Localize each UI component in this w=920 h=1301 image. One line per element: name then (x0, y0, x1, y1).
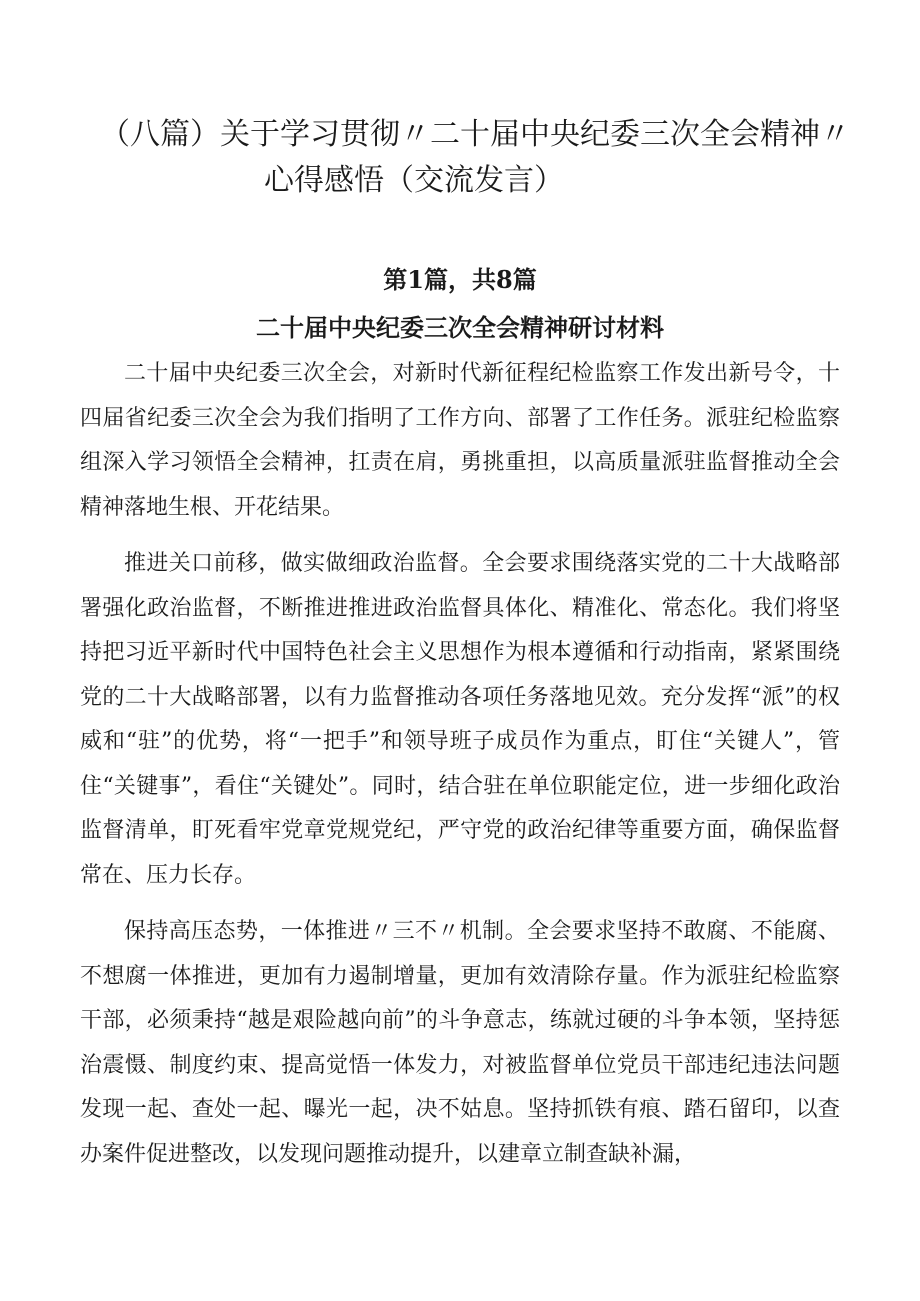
document-title-line-2: 心得感悟（交流发言） (264, 163, 564, 198)
paragraph-2: 推进关口前移，做实做细政治监督。全会要求围绕落实党的二十大战略部署强化政治监督，不断推进推进政治监督具体化、精准化、常态化。我们将坚持把习近平新时代中国特色社会主义思想作为根本遵循和行动指南，紧紧围绕党的二十大战略部署，以有力监督推动各项任务落地见效。充分发挥“派”的权威和“驻”的优势，将“一把手”和领导班子成员作为重点，盯住“关键人”，管住“关键事”，看住“关键处”。同时，结合驻在单位职能定位，进一步细化政治监督清单，盯死看牢党章党规党纪，严守党的政治纪律等重要方面，确保监督常在、压力长存。 (80, 551, 840, 888)
article-title: 二十届中央纪委三次全会精神研讨材料 (256, 314, 664, 342)
paragraph-3: 保持高压态势，一体推进〃三不〃机制。全会要求坚持不敢腐、不能腐、不想腐一体推进，更加有力遏制增量，更加有效清除存量。作为派驻纪检监察干部，必须秉持“越是艰险越向前”的斗争意志，练就过硬的斗争本领，坚持惩治震慑、制度约束、提高觉悟一体发力，对被监督单位党员干部违纪违法问题发现一起、查处一起、曝光一起，决不姑息。坚持抓铁有痕、踏石留印，以查办案件促进整改，以发现问题推动提升，以建章立制查缺补漏， (80, 919, 840, 1167)
part-label: 第1篇，共8篇 (383, 265, 537, 294)
document-title-line-1: （八篇）关于学习贯彻〃二十届中央纪委三次全会精神〃 (100, 117, 850, 152)
article-body (80, 352, 840, 1189)
document-title (100, 112, 860, 204)
paragraph-1: 二十届中央纪委三次全会，对新时代新征程纪检监察工作发出新号令，十四届省纪委三次全会为我们指明了工作方向、部署了工作任务。派驻纪检监察组深入学习领悟全会精神，扛责在肩，勇挑重担，以高质量派驻监督推动全会精神落地生根、开花结果。 (80, 361, 840, 520)
